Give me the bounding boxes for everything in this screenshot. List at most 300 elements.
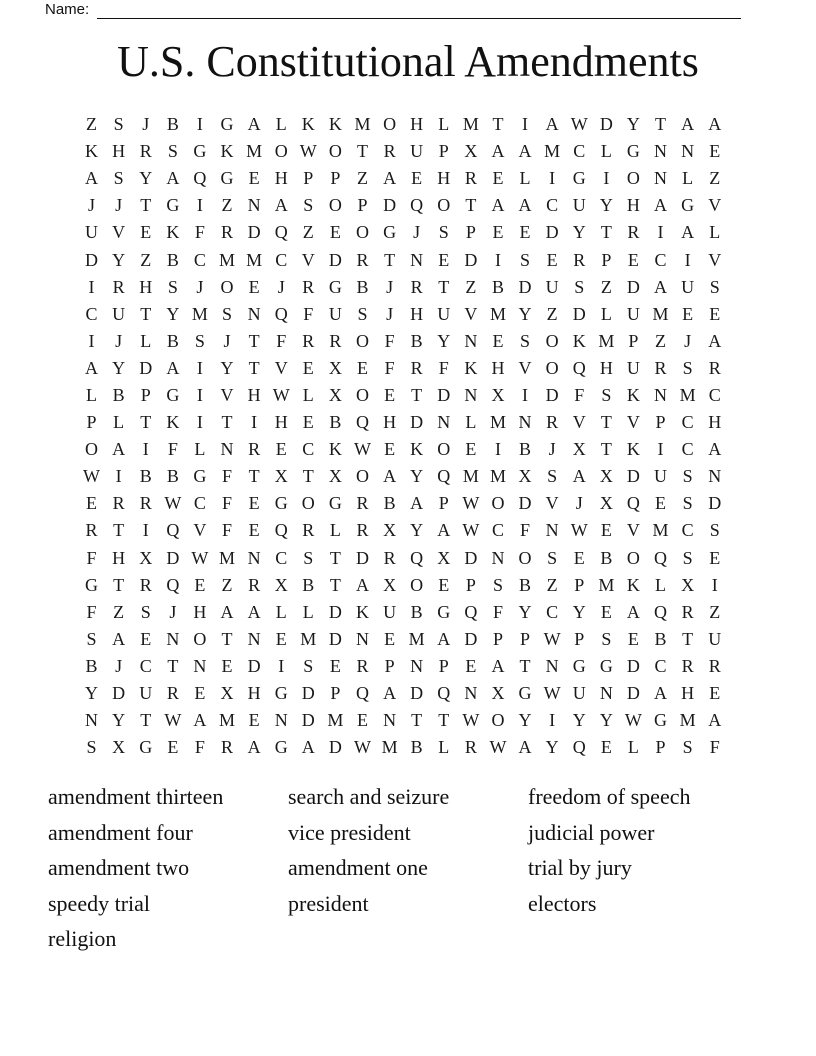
word-list-column [288,779,528,957]
grid-cell: S [520,330,531,351]
grid-cell: X [491,683,505,704]
grid-cell: O [437,195,451,216]
grid-cell: D [247,222,261,243]
grid-cell: C [681,412,694,433]
grid-cell: P [384,655,395,676]
grid-cell: F [86,601,97,622]
grid-cell: K [626,384,640,405]
word-list-item: speedy trial [48,890,151,916]
grid-cell: K [464,357,478,378]
grid-cell: S [520,249,531,270]
grid-cell: E [438,249,450,270]
grid-cell: D [410,412,424,433]
grid-cell: V [708,195,722,216]
grid-cell: B [410,601,423,622]
grid-cell: O [626,547,640,568]
grid-cell: S [682,493,693,514]
grid-cell: S [303,547,314,568]
grid-cell: H [112,141,126,162]
grid-cell: G [572,168,586,189]
grid-cell: O [355,222,369,243]
grid-cell: R [139,574,152,595]
grid-cell: P [520,628,531,649]
grid-cell: W [83,466,101,487]
grid-cell: K [626,439,640,460]
grid-cell: E [655,493,667,514]
grid-cell: D [85,249,99,270]
word-list-item: freedom of speech [528,784,691,809]
grid-cell: E [167,737,179,758]
grid-cell: E [465,439,477,460]
name-blank-line [97,1,741,19]
grid-cell: U [112,303,126,324]
grid-cell: O [626,168,640,189]
grid-cell: A [85,357,99,378]
grid-cell: B [410,737,423,758]
grid-cell: E [356,357,368,378]
grid-cell: K [328,439,342,460]
grid-cell: A [708,114,722,135]
grid-cell: D [383,195,397,216]
grid-cell: D [328,628,342,649]
grid-cell: B [654,628,667,649]
grid-cell: G [599,655,613,676]
grid-cell: R [383,141,396,162]
grid-cell: L [438,114,450,135]
grid-cell: M [462,114,479,135]
grid-cell: Z [140,249,152,270]
grid-cell: M [679,710,696,731]
grid-cell: P [465,222,476,243]
grid-cell: E [546,249,558,270]
grid-cell: L [140,330,152,351]
grid-cell: F [709,737,720,758]
grid-cell: L [302,384,314,405]
grid-cell: E [356,710,368,731]
word-list [48,779,690,957]
grid-cell: V [518,357,532,378]
grid-cell: D [626,466,640,487]
grid-cell: Z [655,330,667,351]
grid-cell: O [383,114,397,135]
grid-cell: H [274,168,288,189]
grid-cell: N [464,683,478,704]
grid-cell: T [221,628,233,649]
grid-cell: R [681,601,694,622]
grid-cell: Q [572,357,586,378]
grid-cell: H [599,357,613,378]
grid-cell: L [275,601,287,622]
grid-cell: A [654,195,668,216]
grid-cell: N [247,195,261,216]
grid-cell: R [627,222,640,243]
grid-cell: F [520,520,531,541]
grid-cell: C [139,655,152,676]
grid-cell: G [85,574,99,595]
grid-cell: V [545,493,559,514]
grid-cell: D [166,547,180,568]
grid-cell: T [302,466,314,487]
grid-cell: G [193,466,207,487]
grid-cell: J [223,330,231,351]
grid-cell: A [166,168,180,189]
grid-cell: J [115,330,123,351]
grid-cell: A [383,466,397,487]
grid-cell: Z [221,195,233,216]
grid-cell: V [626,520,640,541]
grid-cell: P [86,412,97,433]
grid-cell: R [464,737,477,758]
grid-cell: C [681,520,694,541]
grid-cell: K [301,114,315,135]
grid-cell: X [599,466,613,487]
grid-cell: N [85,710,99,731]
grid-cell: N [274,710,288,731]
grid-cell: P [655,412,666,433]
grid-cell: Y [220,357,234,378]
grid-cell: N [654,168,668,189]
grid-cell: D [139,357,153,378]
grid-cell: T [221,412,233,433]
grid-cell: R [85,520,98,541]
grid-cell: W [164,710,182,731]
grid-cell: P [330,168,341,189]
grid-cell: I [142,520,149,541]
grid-cell: T [384,249,396,270]
grid-cell: Q [274,303,288,324]
grid-cell: O [220,276,234,297]
grid-cell: E [302,357,314,378]
grid-cell: E [600,737,612,758]
grid-cell: I [251,412,258,433]
grid-cell: X [220,683,234,704]
grid-cell: L [194,439,206,460]
word-list-item: search and seizure [288,784,450,809]
grid-cell: S [357,303,368,324]
grid-cell: C [654,249,667,270]
word-list-item: judicial power [528,819,655,845]
grid-cell: K [220,141,234,162]
grid-cell: D [518,276,532,297]
word-list-item: president [288,890,369,916]
grid-cell: U [139,683,153,704]
grid-cell: R [546,412,559,433]
grid-cell: G [328,276,342,297]
grid-cell: Z [302,222,314,243]
grid-cell: E [492,330,504,351]
grid-cell: D [545,222,559,243]
grid-cell: I [657,439,664,460]
grid-cell: S [194,330,205,351]
grid-cell: O [491,493,505,514]
grid-cell: H [410,303,424,324]
grid-cell: J [115,655,123,676]
grid-cell: A [708,710,722,731]
word-list-item: amendment one [288,855,428,880]
grid-cell: N [193,655,207,676]
grid-cell: Y [599,195,613,216]
grid-cell: K [328,114,342,135]
grid-cell: M [598,330,615,351]
grid-cell: Y [139,168,153,189]
grid-cell: U [545,276,559,297]
grid-cell: E [492,222,504,243]
grid-cell: N [545,655,559,676]
grid-cell: E [194,683,206,704]
grid-cell: D [355,547,369,568]
grid-cell: H [274,412,288,433]
grid-cell: V [301,249,315,270]
grid-cell: I [603,168,610,189]
grid-cell: E [329,222,341,243]
grid-cell: Y [166,303,180,324]
grid-cell: G [220,168,234,189]
grid-cell: C [85,303,98,324]
grid-cell: R [708,655,721,676]
grid-cell: A [491,655,505,676]
grid-cell: G [166,384,180,405]
grid-cell: F [167,439,178,460]
grid-cell: I [196,412,203,433]
grid-cell: L [682,168,694,189]
grid-cell: J [684,330,692,351]
grid-cell: D [626,276,640,297]
grid-cell: C [546,601,559,622]
grid-cell: A [681,222,695,243]
grid-cell: T [492,114,504,135]
grid-cell: E [627,249,639,270]
grid-cell: I [684,249,691,270]
grid-cell: M [489,412,506,433]
grid-cell: S [222,303,233,324]
grid-cell: S [86,628,97,649]
grid-cell: E [600,520,612,541]
grid-cell: Q [355,412,369,433]
grid-cell: E [492,168,504,189]
grid-cell: Y [572,710,586,731]
grid-cell: Q [410,547,424,568]
grid-cell: E [248,710,260,731]
grid-cell: G [437,601,451,622]
grid-cell: W [624,710,642,731]
grid-cell: R [248,574,261,595]
grid-cell: Z [546,303,558,324]
grid-cell: F [574,384,585,405]
grid-cell: E [275,628,287,649]
grid-cell: P [303,168,314,189]
grid-cell: M [489,466,506,487]
grid-cell: T [600,222,612,243]
grid-cell: T [248,330,260,351]
grid-cell: A [383,683,397,704]
grid-cell: O [437,439,451,460]
grid-cell: F [194,222,205,243]
grid-cell: Z [86,114,98,135]
grid-cell: M [300,628,317,649]
grid-cell: R [329,330,342,351]
word-list-item: amendment thirteen [48,784,224,809]
grid-cell: W [543,628,561,649]
grid-cell: N [355,628,369,649]
grid-cell: Y [112,357,126,378]
grid-cell: U [626,357,640,378]
grid-cell: Z [709,601,721,622]
grid-cell: C [573,141,586,162]
grid-cell: S [709,276,720,297]
grid-cell: X [274,574,288,595]
grid-cell: L [600,141,612,162]
grid-cell: S [167,276,178,297]
grid-cell: Y [410,466,424,487]
grid-cell: C [275,249,288,270]
grid-cell: R [112,276,125,297]
grid-cell: T [655,114,667,135]
grid-cell: Q [437,683,451,704]
grid-cell: W [191,547,209,568]
grid-cell: M [354,114,371,135]
grid-cell: R [166,683,179,704]
grid-cell: Y [410,520,424,541]
grid-cell: N [464,330,478,351]
grid-cell: B [600,547,613,568]
grid-cell: X [383,574,397,595]
grid-cell: S [113,114,124,135]
grid-cell: Y [572,222,586,243]
grid-cell: A [247,737,261,758]
grid-cell: I [549,710,556,731]
grid-cell: O [518,547,532,568]
grid-cell: F [303,303,314,324]
grid-cell: S [601,628,612,649]
grid-cell: B [356,276,369,297]
grid-cell: Q [274,222,288,243]
grid-cell: E [573,547,585,568]
grid-cell: D [518,493,532,514]
grid-cell: E [709,303,721,324]
grid-cell: P [330,683,341,704]
grid-cell: N [681,141,695,162]
grid-cell: Y [572,601,586,622]
grid-cell: W [570,520,588,541]
grid-cell: E [627,628,639,649]
grid-cell: S [140,601,151,622]
grid-cell: T [167,655,179,676]
grid-cell: A [491,195,505,216]
grid-cell: Z [356,168,368,189]
grid-cell: F [384,357,395,378]
grid-cell: R [464,168,477,189]
grid-cell: A [112,439,126,460]
grid-cell: G [681,195,695,216]
name-row [45,1,741,19]
grid-cell: A [681,114,695,135]
grid-cell: Q [572,737,586,758]
grid-cell: W [570,114,588,135]
grid-cell: O [355,466,369,487]
grid-cell: R [654,357,667,378]
grid-cell: X [274,466,288,487]
word-list-column [528,779,690,957]
grid-cell: G [139,737,153,758]
wordsearch-grid [78,111,728,761]
grid-cell: E [329,655,341,676]
grid-cell: B [112,384,125,405]
grid-cell: A [247,601,261,622]
grid-cell: J [548,439,556,460]
grid-cell: X [328,466,342,487]
grid-cell: G [274,737,288,758]
grid-cell: H [437,168,451,189]
grid-cell: G [328,493,342,514]
grid-cell: D [328,601,342,622]
grid-cell: A [220,601,234,622]
grid-cell: L [438,737,450,758]
grid-cell: D [328,737,342,758]
grid-cell: A [491,141,505,162]
grid-cell: W [462,493,480,514]
grid-cell: U [85,222,99,243]
grid-cell: U [681,276,695,297]
grid-cell: E [248,493,260,514]
grid-cell: X [491,384,505,405]
grid-cell: S [547,547,558,568]
grid-cell: M [598,574,615,595]
grid-cell: J [386,276,394,297]
grid-cell: V [572,412,586,433]
grid-cell: F [438,357,449,378]
grid-cell: N [166,628,180,649]
grid-cell: J [413,222,421,243]
grid-cell: C [302,439,315,460]
grid-cell: O [274,141,288,162]
grid-cell: Y [112,710,126,731]
grid-cell: T [600,439,612,460]
grid-cell: E [275,439,287,460]
grid-cell: L [655,574,667,595]
grid-cell: R [356,655,369,676]
grid-cell: M [652,520,669,541]
grid-cell: D [437,384,451,405]
grid-cell: T [411,710,423,731]
grid-cell: H [410,114,424,135]
grid-cell: F [222,520,233,541]
grid-cell: M [489,303,506,324]
grid-cell: A [654,276,668,297]
grid-cell: A [654,683,668,704]
grid-cell: A [193,710,207,731]
grid-cell: E [465,655,477,676]
grid-cell: A [410,493,424,514]
grid-cell: H [708,412,722,433]
grid-cell: Z [465,276,477,297]
grid-cell: X [572,439,586,460]
grid-cell: T [248,466,260,487]
grid-cell: Z [709,168,721,189]
grid-cell: U [410,141,424,162]
grid-cell: W [272,384,290,405]
grid-cell: W [543,683,561,704]
grid-cell: K [85,141,99,162]
grid-cell: A [112,628,126,649]
grid-cell: A [274,195,288,216]
grid-cell: I [657,222,664,243]
grid-cell: X [464,141,478,162]
grid-cell: E [248,520,260,541]
word-list-item: amendment two [48,855,190,880]
grid-cell: L [113,412,125,433]
grid-cell: O [355,384,369,405]
grid-cell: A [708,439,722,460]
